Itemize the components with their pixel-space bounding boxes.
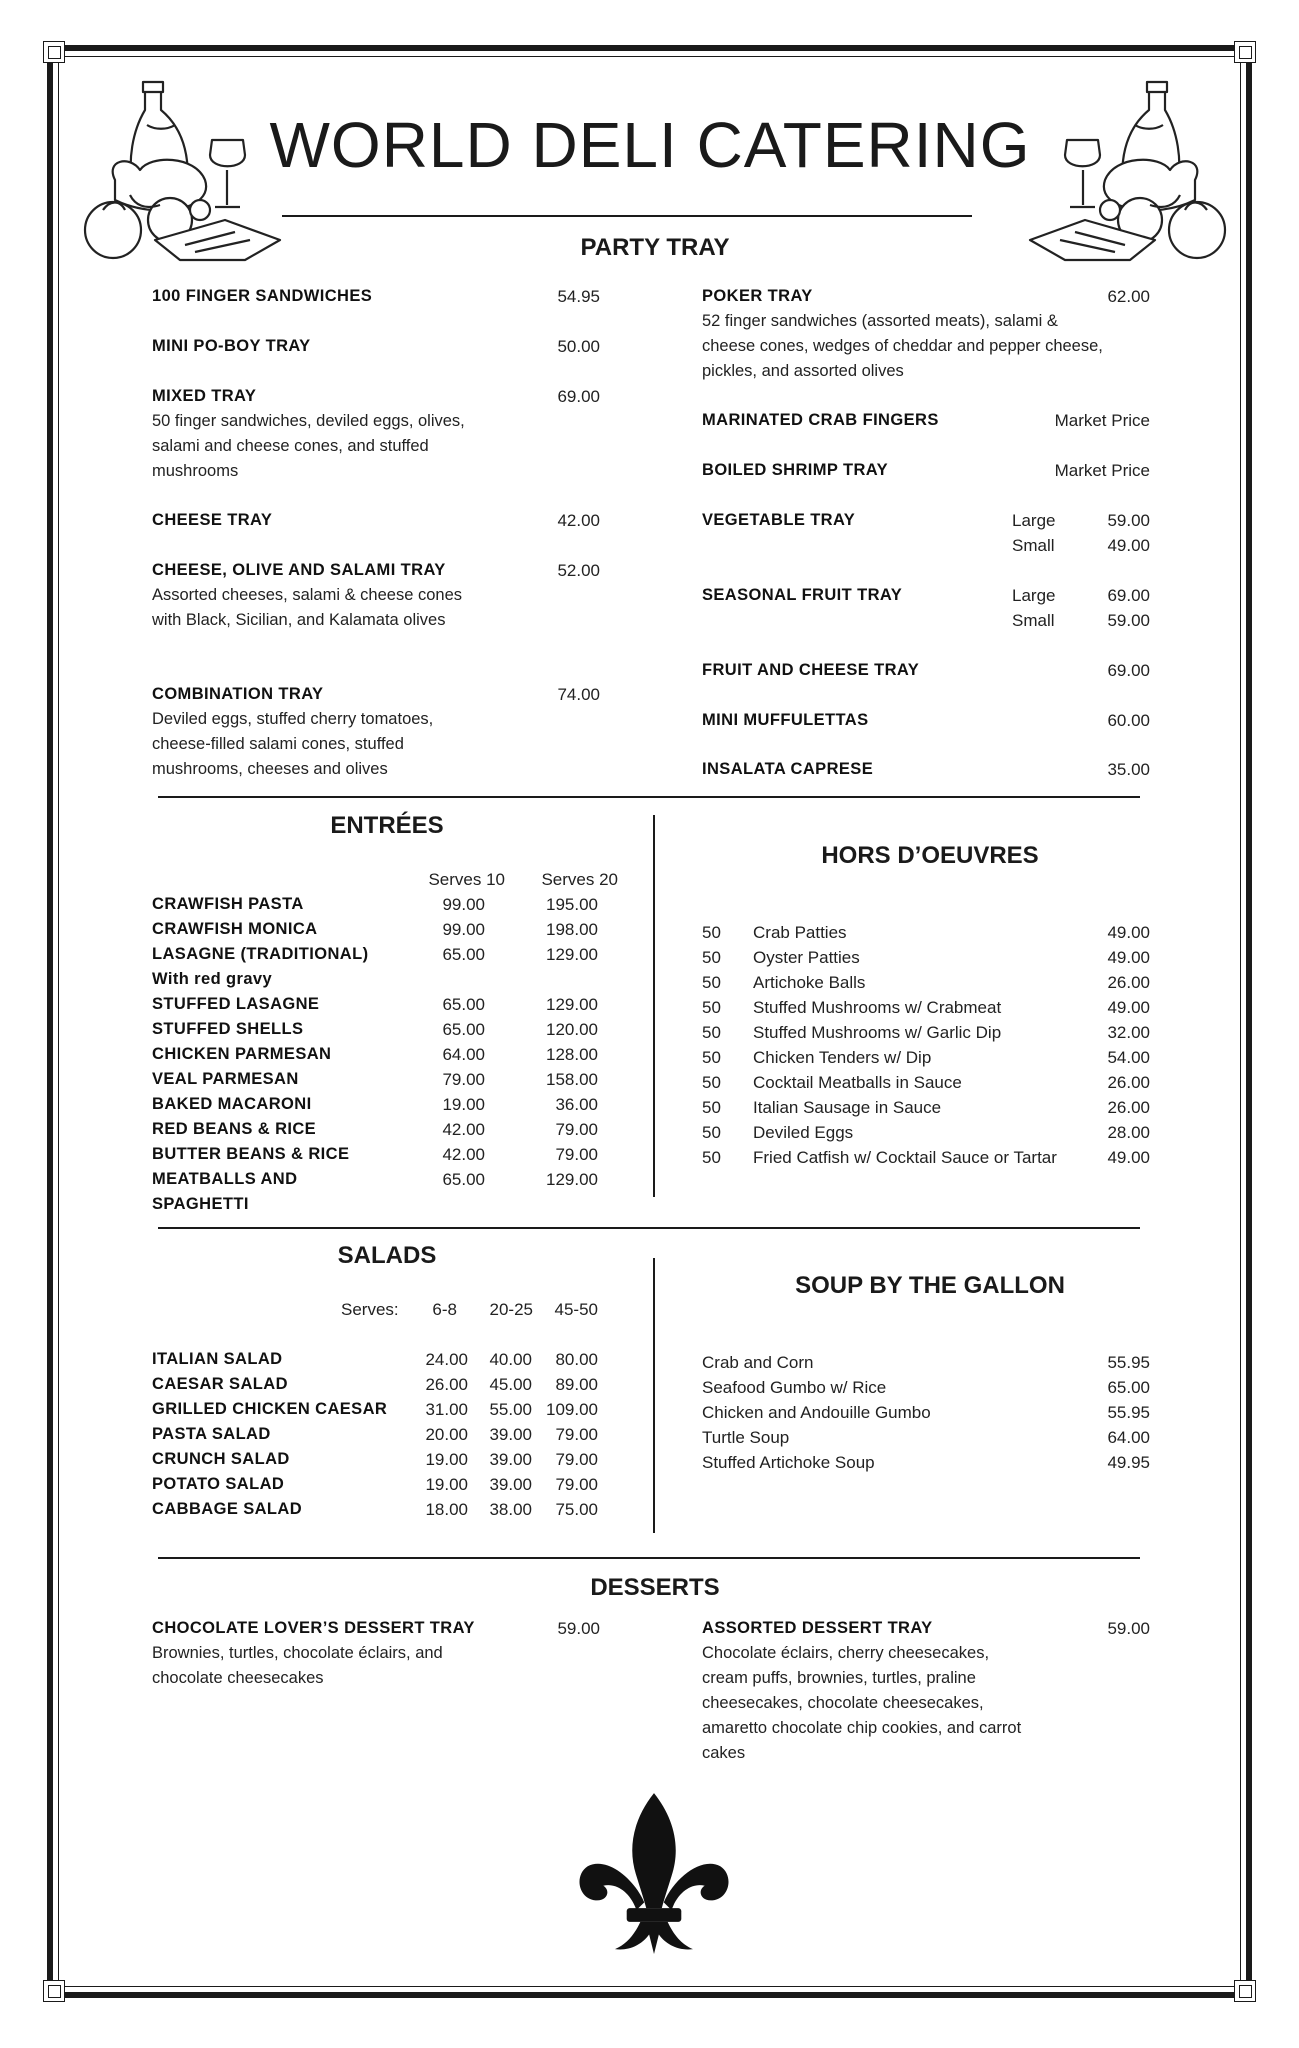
menu-item-price: 62.00 [1107,287,1150,306]
hors-price: 49.00 [1107,948,1150,967]
serves-label: Serves: [341,1300,399,1319]
soup-price: 55.95 [1107,1353,1150,1372]
entree-price-10: 19.00 [442,1095,485,1114]
salad-name: GRILLED CHICKEN CAESAR [152,1400,388,1418]
salad-price: 75.00 [555,1500,598,1519]
salad-price: 40.00 [489,1350,532,1369]
salad-price: 109.00 [546,1400,598,1419]
hors-qty: 50 [702,1148,721,1167]
entree-price-20: 129.00 [546,1170,598,1189]
entree-price-10: 79.00 [442,1070,485,1089]
entree-price-10: 99.00 [442,920,485,939]
hors-price: 54.00 [1107,1048,1150,1067]
entree-price-10: 65.00 [442,1170,485,1189]
menu-item-name: INSALATA CAPRESE [702,760,874,778]
party-tray-heading: PARTY TRAY [580,234,730,261]
entree-name: With red gravy [152,970,273,988]
entree-name: CRAWFISH PASTA [152,895,304,913]
menu-item-description: 52 finger sandwiches (assorted meats), salami & cheese cones, wedges of cheddar and pepper cheese, pickles, and assorted olives [702,312,1103,380]
corner-ornament-bl [43,1980,65,2002]
menu-item-price: 42.00 [557,511,600,530]
size-label: Large [1012,511,1056,530]
salad-price: 31.00 [425,1400,468,1419]
hors-doeuvres-heading: HORS D’OEUVRES [821,842,1039,869]
dessert-name: CHOCOLATE LOVER’S DESSERT TRAY [152,1619,475,1637]
menu-item-name: SEASONAL FRUIT TRAY [702,586,903,604]
entree-price-10: 99.00 [442,895,485,914]
entree-price-20: 129.00 [546,945,598,964]
menu-item-price: 69.00 [1107,661,1150,680]
dessert-name: ASSORTED DESSERT TRAY [702,1619,933,1637]
hors-name: Cocktail Meatballs in Sauce [753,1073,962,1092]
entree-name: MEATBALLS AND [152,1170,298,1188]
soup-price: 64.00 [1107,1428,1150,1447]
salad-price: 24.00 [425,1350,468,1369]
salads-heading: SALADS [337,1242,437,1269]
menu-item-description: Deviled eggs, stuffed cherry tomatoes, cheese-filled salami cones, stuffed mushrooms, cheeses and olives [152,710,434,778]
menu-item-price: 74.00 [557,685,600,704]
section-divider [158,796,1140,798]
hors-qty: 50 [702,923,721,942]
hors-price: 28.00 [1107,1123,1150,1142]
hors-qty: 50 [702,1023,721,1042]
column-header: 20-25 [489,1300,533,1319]
size-label: Large [1012,586,1056,605]
page-title: WORLD DELI CATERING [269,109,1031,181]
hors-qty: 50 [702,1048,721,1067]
hors-qty: 50 [702,1073,721,1092]
menu-item-name: VEGETABLE TRAY [702,511,856,529]
salad-price: 80.00 [555,1350,598,1369]
menu-item-price: 54.95 [557,287,600,306]
hors-price: 32.00 [1107,1023,1150,1042]
entree-price-10: 42.00 [442,1120,485,1139]
soup-price: 55.95 [1107,1403,1150,1422]
title-underline [282,215,972,217]
hors-name: Deviled Eggs [753,1123,854,1142]
hors-name: Fried Catfish w/ Cocktail Sauce or Tartar [753,1148,1057,1167]
menu-item-name: 100 FINGER SANDWICHES [152,287,373,305]
salad-price: 19.00 [425,1475,468,1494]
column-divider [653,815,655,1197]
salad-price: 38.00 [489,1500,532,1519]
entree-price-20: 195.00 [546,895,598,914]
hors-qty: 50 [702,998,721,1017]
menu-item-price: 50.00 [557,337,600,356]
hors-name: Stuffed Mushrooms w/ Garlic Dip [753,1023,1002,1042]
entree-price-20: 158.00 [546,1070,598,1089]
salad-name: CAESAR SALAD [152,1375,288,1393]
entree-price-20: 120.00 [546,1020,598,1039]
menu-item-price: 35.00 [1107,760,1150,779]
hors-qty: 50 [702,1098,721,1117]
soup-price: 49.95 [1107,1453,1150,1472]
size-label: Small [1012,536,1055,555]
column-divider [653,1258,655,1533]
hors-name: Italian Sausage in Sauce [753,1098,942,1117]
hors-name: Chicken Tenders w/ Dip [753,1048,932,1067]
salad-name: CABBAGE SALAD [152,1500,303,1518]
entree-name: SPAGHETTI [152,1195,249,1213]
entree-price-20: 79.00 [555,1145,598,1164]
entrees-heading: ENTRÉES [330,812,444,839]
column-header: 45-50 [554,1300,598,1319]
entree-price-20: 129.00 [546,995,598,1014]
menu-item-name: COMBINATION TRAY [152,685,324,703]
size-label: Small [1012,611,1055,630]
entree-name: VEAL PARMESAN [152,1070,299,1088]
soup-name: Stuffed Artichoke Soup [702,1453,875,1472]
salad-price: 39.00 [489,1425,532,1444]
hors-price: 49.00 [1107,1148,1150,1167]
soup-name: Crab and Corn [702,1353,814,1372]
salad-price: 39.00 [489,1475,532,1494]
section-divider [158,1557,1140,1559]
dessert-price: 59.00 [557,1619,600,1638]
hors-price: 26.00 [1107,973,1150,992]
entree-name: STUFFED SHELLS [152,1020,304,1038]
corner-ornament-tl [43,41,65,63]
menu-item-price: 49.00 [1107,536,1150,555]
hors-price: 49.00 [1107,923,1150,942]
entree-name: CHICKEN PARMESAN [152,1045,332,1063]
entree-name: BAKED MACARONI [152,1095,312,1113]
desserts-heading: DESSERTS [590,1574,720,1601]
column-header: Serves 20 [541,870,618,889]
salad-price: 18.00 [425,1500,468,1519]
soup-name: Turtle Soup [702,1428,790,1447]
column-header: 6-8 [432,1300,457,1319]
hors-qty: 50 [702,948,721,967]
dessert-description: Brownies, turtles, chocolate éclairs, and chocolate cheesecakes [152,1644,443,1687]
soup-heading: SOUP BY THE GALLON [795,1272,1065,1299]
menu-item-name: MINI PO-BOY TRAY [152,337,311,355]
menu-item-price: 59.00 [1107,511,1150,530]
salad-price: 55.00 [489,1400,532,1419]
entree-price-20: 128.00 [546,1045,598,1064]
entree-price-10: 65.00 [442,1020,485,1039]
menu-item-name: MIXED TRAY [152,387,257,405]
menu-item-price: 60.00 [1107,711,1150,730]
entree-price-20: 79.00 [555,1120,598,1139]
salad-price: 26.00 [425,1375,468,1394]
corner-ornament-br [1234,1980,1256,2002]
salad-name: CRUNCH SALAD [152,1450,290,1468]
hors-name: Crab Patties [753,923,847,942]
salad-price: 39.00 [489,1450,532,1469]
salad-name: ITALIAN SALAD [152,1350,283,1368]
hors-price: 26.00 [1107,1073,1150,1092]
menu-item-price: Market Price [1054,411,1150,430]
hors-name: Artichoke Balls [753,973,866,992]
menu-item-name: MINI MUFFULETTAS [702,711,869,729]
salad-price: 45.00 [489,1375,532,1394]
menu-item-name: POKER TRAY [702,287,813,305]
hors-qty: 50 [702,1123,721,1142]
entree-name: STUFFED LASAGNE [152,995,320,1013]
menu-item-price: 52.00 [557,561,600,580]
hors-name: Stuffed Mushrooms w/ Crabmeat [753,998,1002,1017]
hors-qty: 50 [702,973,721,992]
salad-price: 20.00 [425,1425,468,1444]
entree-price-10: 64.00 [442,1045,485,1064]
entree-price-10: 42.00 [442,1145,485,1164]
menu-item-name: CHEESE TRAY [152,511,273,529]
dessert-price: 59.00 [1107,1619,1150,1638]
entree-name: CRAWFISH MONICA [152,920,318,938]
menu-item-name: CHEESE, OLIVE AND SALAMI TRAY [152,561,446,579]
menu-item-price: Market Price [1054,461,1150,480]
section-divider [158,1227,1140,1229]
fleur-de-lis-icon [576,1792,732,1960]
salad-name: POTATO SALAD [152,1475,285,1493]
menu-item-name: MARINATED CRAB FINGERS [702,411,939,429]
entree-price-10: 65.00 [442,995,485,1014]
salad-price: 19.00 [425,1450,468,1469]
menu-item-price: 69.00 [557,387,600,406]
entree-name: BUTTER BEANS & RICE [152,1145,350,1163]
hors-price: 49.00 [1107,998,1150,1017]
hors-price: 26.00 [1107,1098,1150,1117]
dessert-description: Chocolate éclairs, cherry cheesecakes, cream puffs, brownies, turtles, praline cheesecakes, chocolate cheesecakes, amaretto chocolate chip cookies, and carrot cakes [702,1644,1022,1762]
entree-price-10: 65.00 [442,945,485,964]
soup-price: 65.00 [1107,1378,1150,1397]
salad-price: 79.00 [555,1450,598,1469]
salad-price: 79.00 [555,1425,598,1444]
salad-price: 89.00 [555,1375,598,1394]
menu-item-description: Assorted cheeses, salami & cheese cones with Black, Sicilian, and Kalamata olives [152,586,462,629]
entree-name: LASAGNE (TRADITIONAL) [152,945,369,963]
soup-name: Chicken and Andouille Gumbo [702,1403,931,1422]
menu-item-price: 69.00 [1107,586,1150,605]
entree-price-20: 36.00 [555,1095,598,1114]
entree-price-20: 198.00 [546,920,598,939]
salad-name: PASTA SALAD [152,1425,271,1443]
hors-name: Oyster Patties [753,948,860,967]
corner-ornament-tr [1234,41,1256,63]
menu-item-price: 59.00 [1107,611,1150,630]
salad-price: 79.00 [555,1475,598,1494]
entree-name: RED BEANS & RICE [152,1120,317,1138]
menu-item-description: 50 finger sandwiches, deviled eggs, olives, salami and cheese cones, and stuffed mushrooms [152,412,465,480]
menu-item-name: BOILED SHRIMP TRAY [702,461,888,479]
column-header: Serves 10 [428,870,505,889]
menu-item-name: FRUIT AND CHEESE TRAY [702,661,920,679]
soup-name: Seafood Gumbo w/ Rice [702,1378,887,1397]
